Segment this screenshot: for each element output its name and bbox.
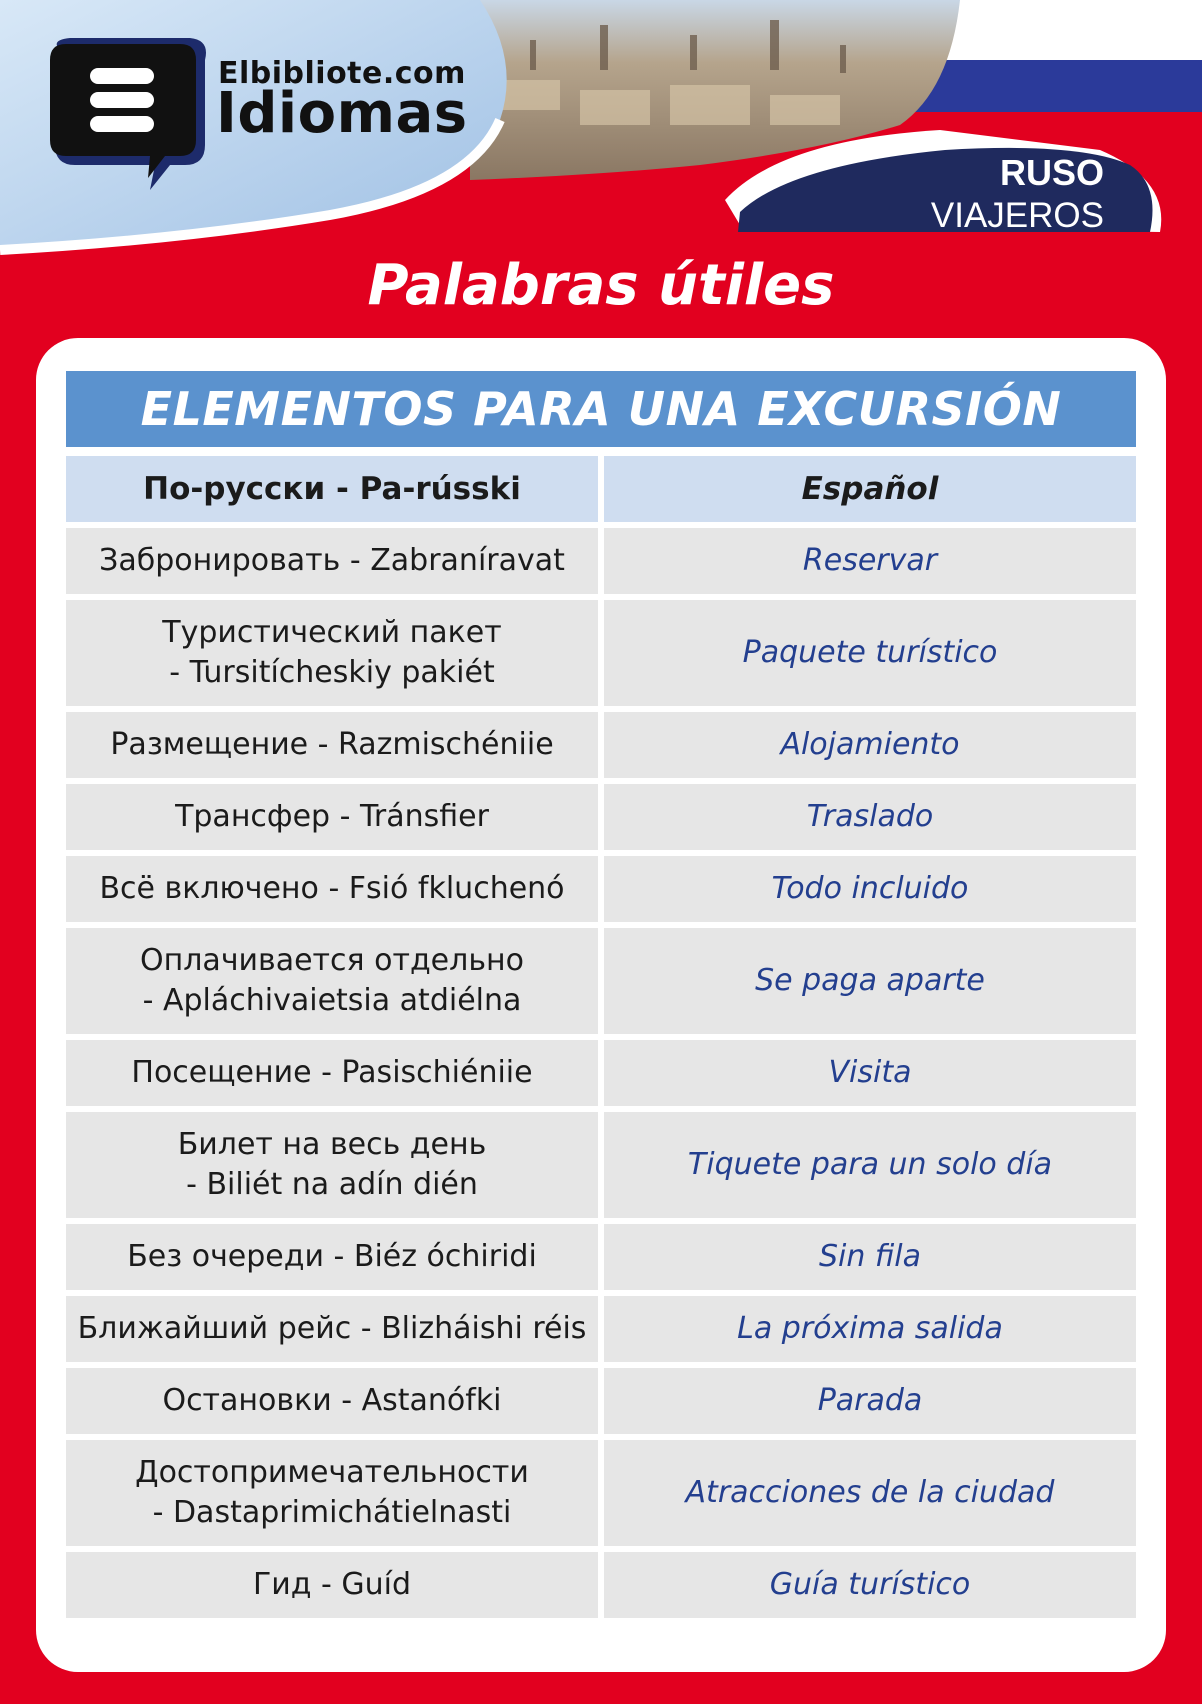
- table-row: [66, 928, 1136, 1034]
- level-label: VIAJEROS: [930, 196, 1104, 235]
- table-row: [66, 1552, 1136, 1618]
- russian-term-line: Остановки - Astanófki: [162, 1383, 502, 1418]
- spanish-term: Sin fila: [604, 1224, 1136, 1290]
- spanish-term: Todo incluido: [604, 856, 1136, 922]
- russian-term-line: Без очереди - Biéz óchiridi: [127, 1239, 537, 1274]
- russian-term-line: Туристический пакет: [162, 615, 502, 650]
- language-label: RUSO: [999, 152, 1104, 193]
- russian-term-line: Достопримечательности: [135, 1455, 529, 1490]
- russian-term: [66, 1040, 598, 1106]
- russian-term-line: Трансфер - Tránsfier: [175, 799, 489, 834]
- spanish-term: Paquete turístico: [604, 600, 1136, 706]
- russian-term-line: Всё включено - Fsió fkluchenó: [99, 871, 565, 906]
- russian-term-line: Размещение - Razmischéniie: [110, 727, 554, 762]
- russian-term-line: - Tursitícheskiy pakiét: [169, 655, 495, 690]
- spanish-term: Parada: [604, 1368, 1136, 1434]
- russian-term: [66, 1368, 598, 1434]
- russian-term: [66, 1552, 598, 1618]
- spanish-term: Reservar: [604, 528, 1136, 594]
- header-russian: По-русски - Pa-rússki: [66, 456, 598, 522]
- table-row: [66, 600, 1136, 706]
- russian-term-line: - Biliét na adín dién: [186, 1167, 478, 1202]
- vocab-table-wrapper: [66, 371, 1136, 1624]
- russian-term: [66, 600, 598, 706]
- spanish-term: Tiquete para un solo día: [604, 1112, 1136, 1218]
- russian-term: [66, 1224, 598, 1290]
- vocab-table: [66, 450, 1136, 1624]
- russian-term-line: Ближайший рейс - Blizháishi réis: [77, 1311, 587, 1346]
- table-row: [66, 784, 1136, 850]
- spanish-term: Visita: [604, 1040, 1136, 1106]
- russian-term-line: Забронировать - Zabraníravat: [99, 543, 565, 578]
- table-row: [66, 712, 1136, 778]
- russian-term: [66, 856, 598, 922]
- russian-term-line: - Apláchivaietsia atdiélna: [142, 983, 522, 1018]
- spanish-term: Alojamiento: [604, 712, 1136, 778]
- russian-term: [66, 528, 598, 594]
- russian-term-line: Гид - Guíd: [252, 1567, 412, 1602]
- russian-term: [66, 1112, 598, 1218]
- spanish-term: Traslado: [604, 784, 1136, 850]
- russian-term: [66, 1296, 598, 1362]
- russian-term: [66, 1440, 598, 1546]
- russian-term: [66, 928, 598, 1034]
- page-title: Palabras útiles: [367, 253, 835, 318]
- table-row: [66, 1368, 1136, 1434]
- table-row: [66, 1296, 1136, 1362]
- spanish-term: Se paga aparte: [604, 928, 1136, 1034]
- table-row: [66, 1112, 1136, 1218]
- table-row: [66, 1440, 1136, 1546]
- russian-term-line: - Dastaprimichátielnasti: [152, 1495, 512, 1530]
- russian-term: [66, 784, 598, 850]
- table-row: [66, 1040, 1136, 1106]
- spanish-term: La próxima salida: [604, 1296, 1136, 1362]
- table-row: [66, 1224, 1136, 1290]
- spanish-term: Guía turístico: [604, 1552, 1136, 1618]
- russian-term-line: Билет на весь день: [177, 1127, 487, 1162]
- table-row: [66, 856, 1136, 922]
- logo-brand-text: Idiomas: [216, 81, 468, 146]
- russian-term-line: Оплачивается отдельно: [140, 943, 524, 978]
- header-spanish: Español: [604, 456, 1136, 522]
- russian-term-line: Посещение - Pasischiéniie: [131, 1055, 533, 1090]
- section-title: ELEMENTOS PARA UNA EXCURSIÓN: [66, 371, 1136, 447]
- russian-term: [66, 712, 598, 778]
- vocab-table-body: [66, 528, 1136, 1618]
- spanish-term: Atracciones de la ciudad: [604, 1440, 1136, 1546]
- table-row: [66, 528, 1136, 594]
- logo-site-text: Elbibliote.com: [218, 56, 466, 91]
